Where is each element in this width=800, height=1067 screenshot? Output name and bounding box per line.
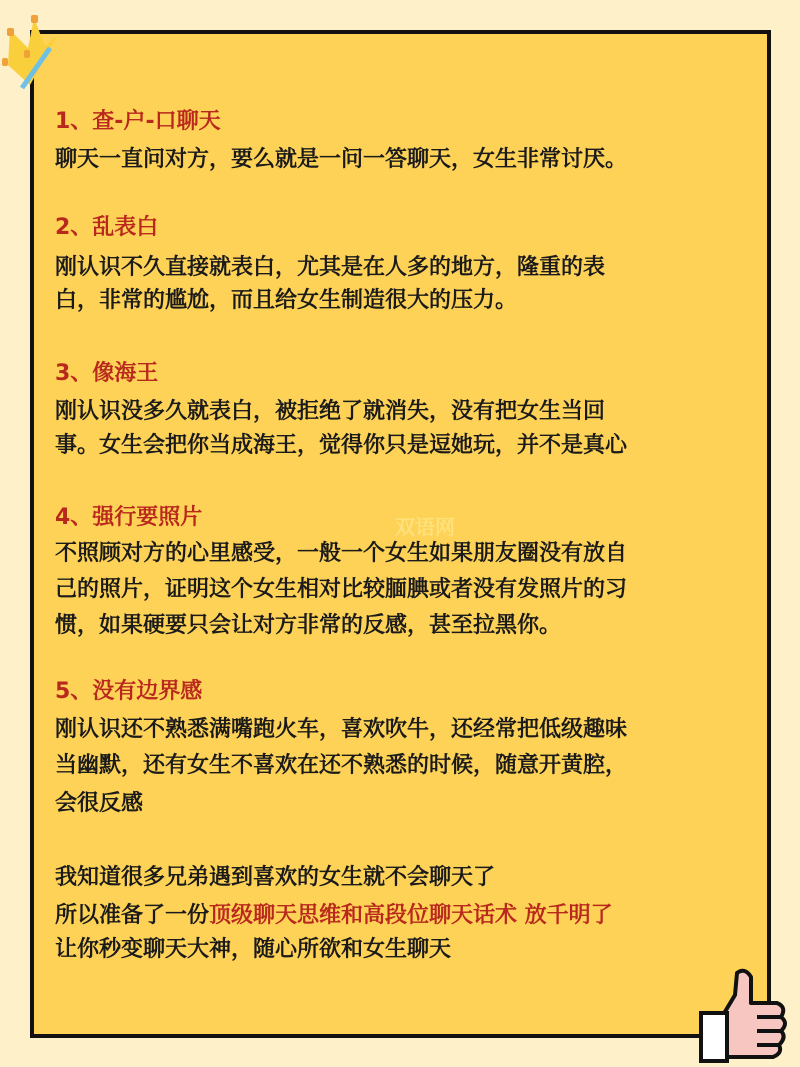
section-3-text: 事。女生会把你当成海王，觉得你只是逗她玩，并不是真心 [55, 433, 628, 458]
section-1-text: 聊天一直问对方，要么就是一问一答聊天，女生非常讨厌。 [55, 147, 628, 172]
closing-line-3: 让你秒变聊天大神，随心所欲和女生聊天 [55, 937, 452, 962]
closing-line-1: 我知道很多兄弟遇到喜欢的女生就不会聊天了 [55, 865, 496, 890]
thumbs-up-icon [695, 965, 795, 1065]
section-5-text: 刚认识还不熟悉满嘴跑火车，喜欢吹牛，还经常把低级趣味 [55, 717, 628, 742]
section-4-heading: 4、强行要照片 [55, 505, 203, 530]
section-2-text: 白，非常的尴尬，而且给女生制造很大的压力。 [55, 288, 518, 313]
section-3-text: 刚认识没多久就表白，被拒绝了就消失，没有把女生当回 [55, 399, 606, 424]
section-4-text: 惯，如果硬要只会让对方非常的反感，甚至拉黑你。 [55, 613, 562, 638]
closing-highlight: 顶级聊天思维和高段位聊天话术 放千明了 [209, 903, 613, 928]
section-3-heading: 3、像海王 [55, 361, 159, 386]
section-5-text: 当幽默，还有女生不喜欢在还不熟悉的时候，随意开黄腔， [55, 753, 628, 778]
section-4-text: 不照顾对方的心里感受，一般一个女生如果朋友圈没有放自 [55, 541, 628, 566]
closing-line-2-prefix: 所以准备了一份 [55, 903, 210, 928]
section-2-heading: 2、乱表白 [55, 215, 159, 240]
section-4-text: 己的照片，证明这个女生相对比较腼腆或者没有发照片的习 [55, 577, 628, 602]
section-5-heading: 5、没有边界感 [55, 679, 203, 704]
section-2-text: 刚认识不久直接就表白，尤其是在人多的地方，隆重的表 [55, 255, 606, 280]
watermark: 双语网 [395, 515, 455, 539]
crown-icon [0, 10, 80, 90]
section-1-heading: 1、查-户-口聊天 [55, 109, 221, 134]
closing-line-2 [55, 901, 613, 931]
section-5-text: 会很反感 [55, 791, 144, 816]
